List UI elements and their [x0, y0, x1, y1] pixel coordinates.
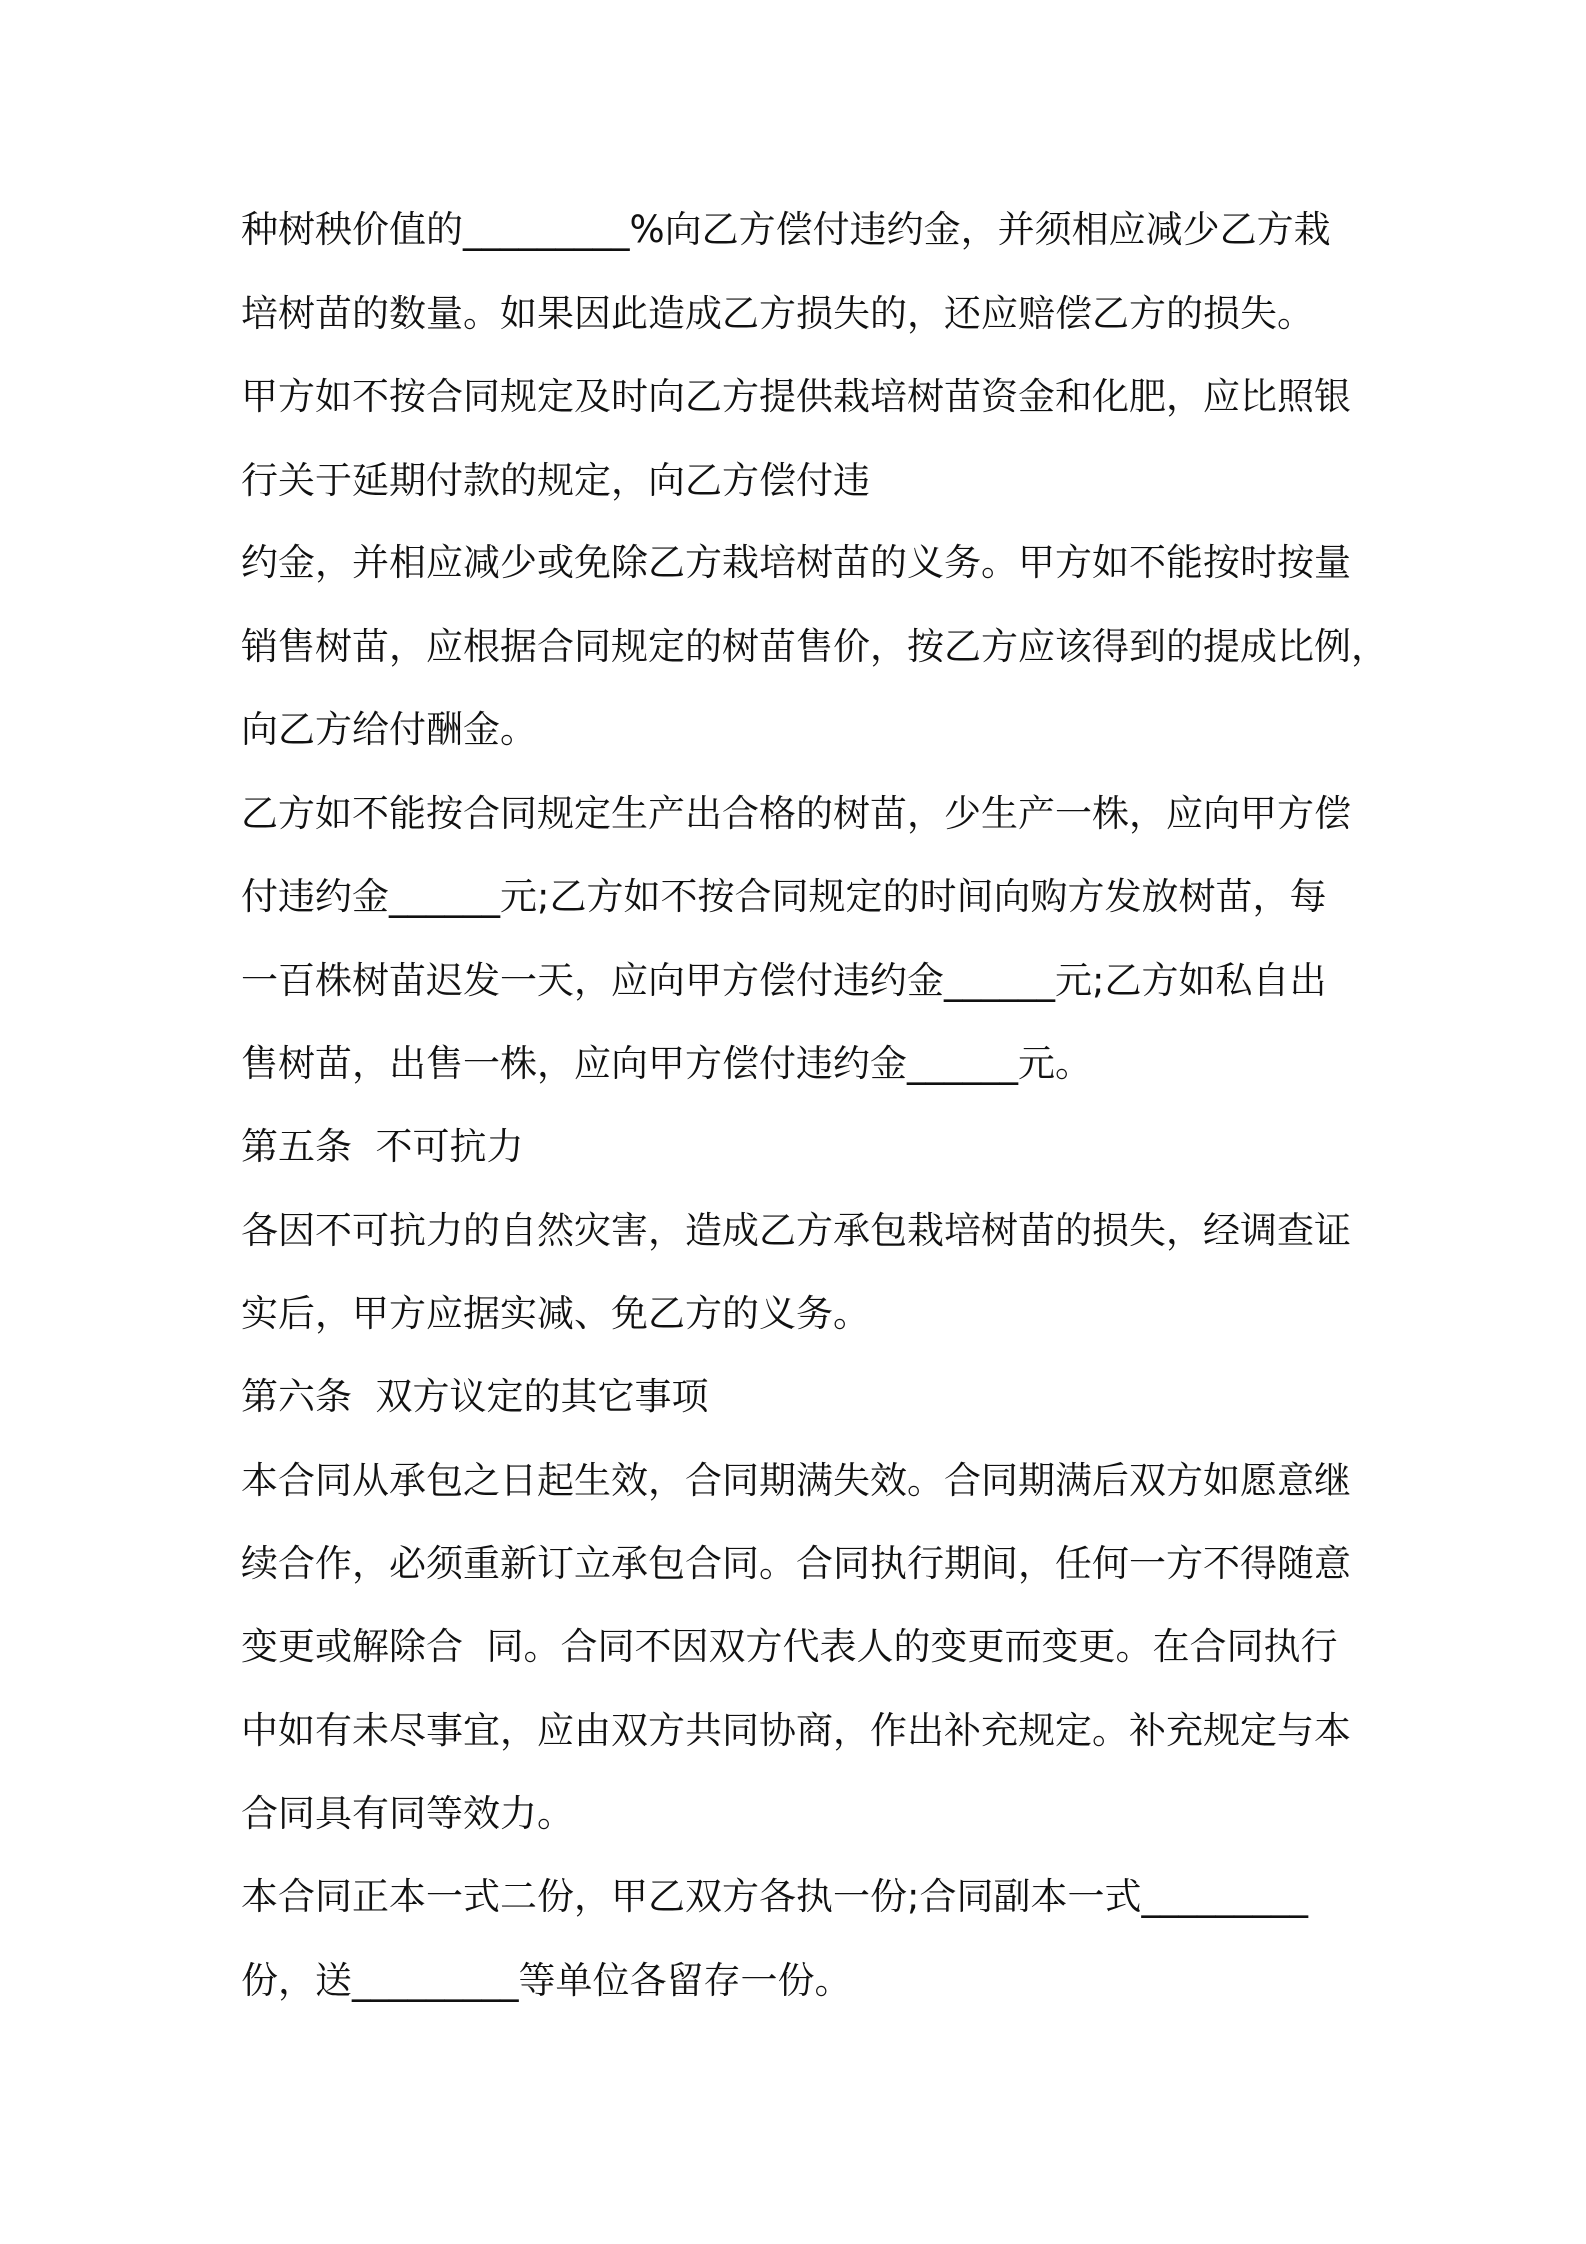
text-line: 实后，甲方应据实减、免乙方的义务。 [241, 1292, 870, 1335]
text-line: 本合同正本一式二份，甲乙双方各执一份;合同副本一式_________ [241, 1875, 1308, 1918]
text-line: 培树苗的数量。如果因此造成乙方损失的，还应赔偿乙方的损失。 [241, 292, 1314, 335]
text-line: 合同具有同等效力。 [241, 1792, 574, 1835]
section-heading: 第六条 双方议定的其它事项 [241, 1375, 709, 1418]
text-line: 种树秧价值的_________%向乙方偿付违约金，并须相应减少乙方栽 [241, 208, 1331, 251]
text-line: 变更或解除合 同。合同不因双方代表人的变更而变更。在合同执行 [241, 1625, 1338, 1668]
text-line: 付违约金______元;乙方如不按合同规定的时间向购方发放树苗，每 [241, 875, 1327, 918]
text-line: 行关于延期付款的规定，向乙方偿付违 [241, 459, 870, 502]
text-line: 销售树苗，应根据合同规定的树苗售价，按乙方应该得到的提成比例， [241, 625, 1388, 668]
text-line: 续合作，必须重新订立承包合同。合同执行期间，任何一方不得随意 [241, 1542, 1351, 1585]
text-line: 乙方如不能按合同规定生产出合格的树苗，少生产一株，应向甲方偿 [241, 792, 1351, 835]
text-line: 约金，并相应减少或免除乙方栽培树苗的义务。甲方如不能按时按量 [241, 541, 1351, 584]
text-line: 中如有未尽事宜，应由双方共同协商，作出补充规定。补充规定与本 [241, 1709, 1351, 1752]
text-line: 各因不可抗力的自然灾害，造成乙方承包栽培树苗的损失，经调查证 [241, 1209, 1351, 1252]
text-line: 向乙方给付酬金。 [241, 708, 537, 751]
text-line: 份，送_________等单位各留存一份。 [241, 1959, 852, 2002]
text-line: 一百株树苗迟发一天，应向甲方偿付违约金______元;乙方如私自出 [241, 959, 1327, 1002]
section-heading: 第五条 不可抗力 [241, 1125, 524, 1168]
text-line: 售树苗，出售一株，应向甲方偿付违约金______元。 [241, 1042, 1092, 1085]
text-line: 本合同从承包之日起生效，合同期满失效。合同期满后双方如愿意继 [241, 1459, 1351, 1502]
text-line: 甲方如不按合同规定及时向乙方提供栽培树苗资金和化肥，应比照银 [241, 375, 1351, 418]
